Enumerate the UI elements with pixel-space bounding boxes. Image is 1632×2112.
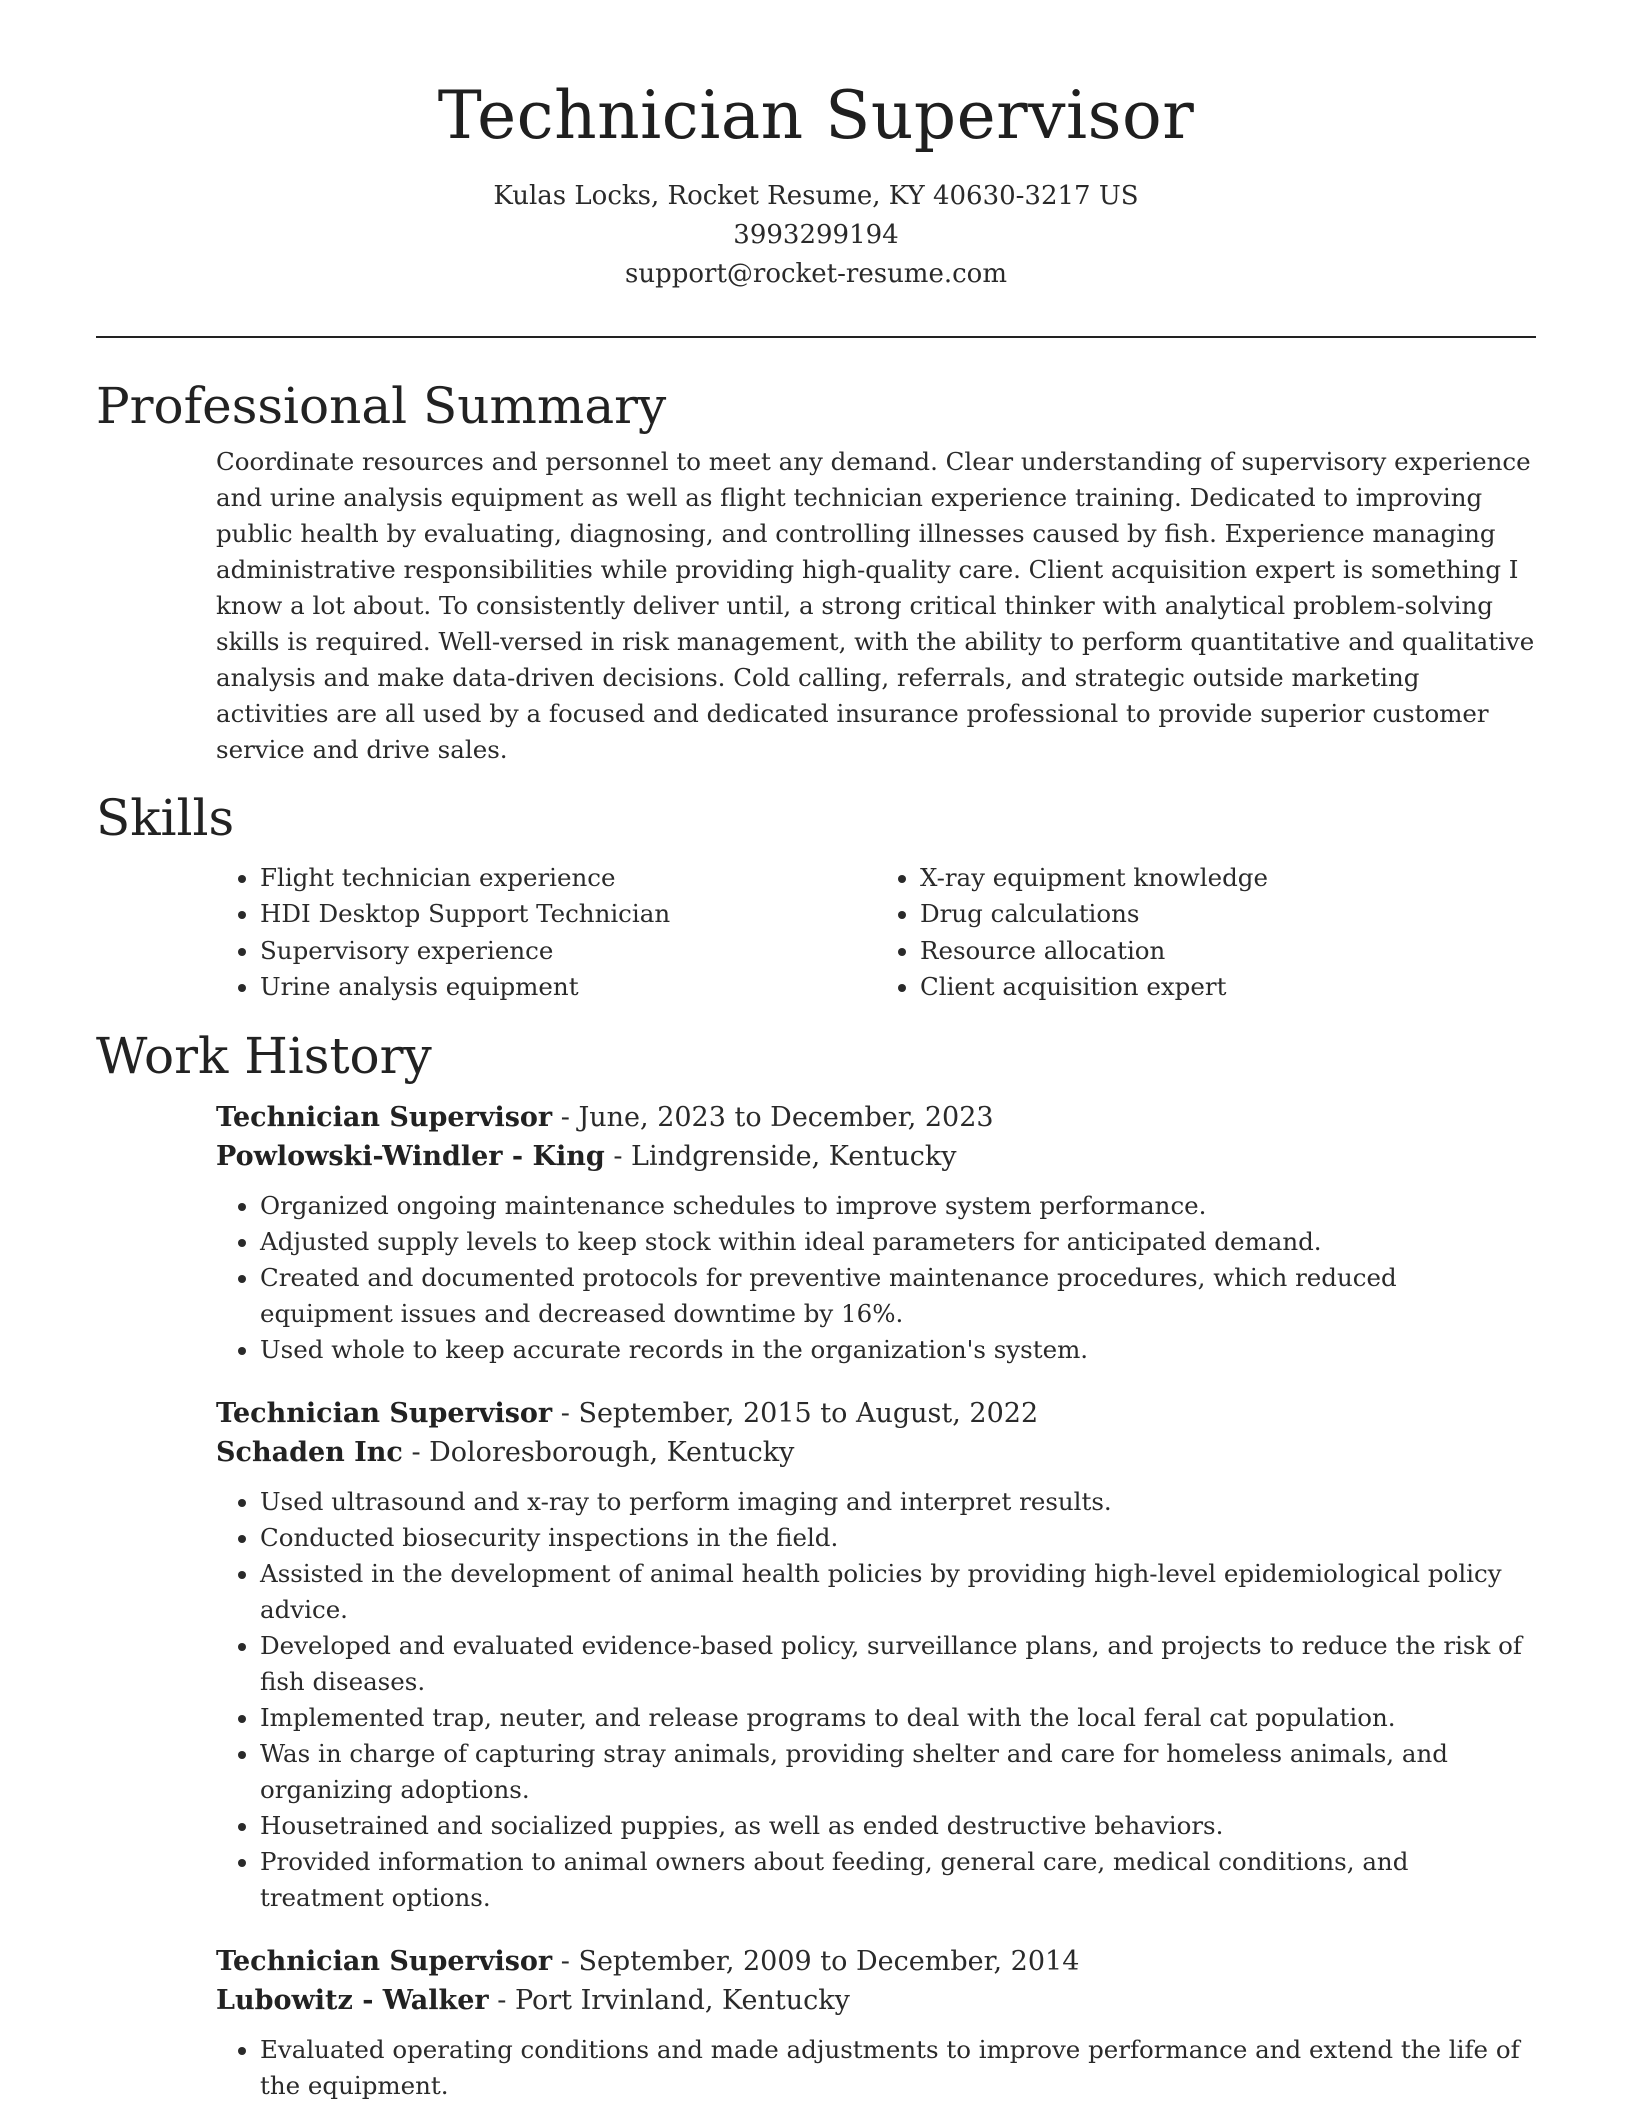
contact-block	[96, 177, 1536, 294]
job-dates: - June, 2023 to December, 2023	[552, 1101, 994, 1133]
skill-item: • Resource allocation	[920, 933, 1536, 970]
job-employer-line	[216, 1981, 1536, 2020]
job-bullet: • Implemented trap, neuter, and release programs to deal with the local feral cat population.	[260, 1700, 1536, 1736]
job-bullet: • Evaluated operating conditions and made adjustments to improve performance and extend the life of the equipment.	[260, 2032, 1536, 2104]
job-employer-line	[216, 1137, 1536, 1176]
skills-heading: Skills	[96, 788, 235, 847]
job-location: - Lindgrenside, Kentucky	[604, 1140, 957, 1172]
job-bullet: • Housetrained and socialized puppies, as well as ended destructive behaviors.	[260, 1808, 1536, 1844]
job-bullet: • Organized ongoing maintenance schedules to improve system performance.	[260, 1188, 1536, 1224]
job-bullet: • Was in charge of capturing stray animals, providing shelter and care for homeless animals, and organizing adoptions.	[260, 1736, 1536, 1808]
summary-text: Coordinate resources and personnel to meet any demand. Clear understanding of supervisory experience and urine analysis equipment as well as flight technician experience training. Dedicated to improving public health by evaluating, diagnosing, and controlling illnesses caused by fish. Experience managing administrative responsibilities while providing high-quality care. Client acquisition expert is something I know a lot about. To consistently deliver until, a strong critical thinker with analytical problem-solving skills is required. Well-versed in risk management, with the ability to perform quantitative and qualitative analysis and make data-driven decisions. Cold calling, referrals, and strategic outside marketing activities are all used by a focused and dedicated insurance professional to provide superior customer service and drive sales.	[216, 446, 1535, 764]
job-entry	[216, 1098, 1536, 1368]
job-title-line	[216, 1394, 1536, 1433]
job-bullet: • Used ultrasound and x-ray to perform imaging and interpret results.	[260, 1484, 1536, 1520]
job-dates: - September, 2015 to August, 2022	[552, 1397, 1039, 1429]
job-employer-line	[216, 1433, 1536, 1472]
job-company: Schaden Inc	[216, 1436, 403, 1468]
skill-item: • Urine analysis equipment	[260, 969, 876, 1006]
summary-heading: Professional Summary	[96, 376, 667, 435]
job-bullets	[216, 1188, 1536, 1368]
skills-section	[96, 788, 1536, 1006]
job-bullets	[216, 2032, 1536, 2104]
resume-name: Technician Supervisor	[437, 77, 1195, 154]
skills-column-left	[216, 860, 876, 1006]
job-bullets	[216, 1484, 1536, 1916]
skills-column-right	[876, 860, 1536, 1006]
skill-item: • Drug calculations	[920, 896, 1536, 933]
job-dates: - September, 2009 to December, 2014	[552, 1945, 1080, 1977]
job-title: Technician Supervisor	[216, 1101, 553, 1133]
resume-page	[96, 77, 1536, 2104]
job-bullet: • Created and documented protocols for preventive maintenance procedures, which reduced equipment issues and decreased downtime by 16%.	[260, 1260, 1536, 1332]
skill-item: • Flight technician experience	[260, 860, 876, 897]
contact-address: Kulas Locks, Rocket Resume, KY 40630-3217 US	[493, 180, 1139, 211]
header-divider	[96, 336, 1536, 338]
job-bullet: • Conducted biosecurity inspections in the field.	[260, 1520, 1536, 1556]
job-title-line	[216, 1942, 1536, 1981]
job-entry	[216, 1942, 1536, 2104]
job-bullet: • Developed and evaluated evidence-based policy, surveillance plans, and projects to reduce the risk of fish diseases.	[260, 1628, 1536, 1700]
summary-section	[96, 376, 1536, 768]
job-company: Lubowitz - Walker	[216, 1984, 489, 2016]
skill-item: • Supervisory experience	[260, 933, 876, 970]
skill-item: • X-ray equipment knowledge	[920, 860, 1536, 897]
skills-list	[216, 860, 1536, 1006]
job-title: Technician Supervisor	[216, 1397, 553, 1429]
skill-item: • Client acquisition expert	[920, 969, 1536, 1006]
job-company: Powlowski-Windler - King	[216, 1140, 605, 1172]
job-location: - Doloresborough, Kentucky	[402, 1436, 795, 1468]
job-title-line	[216, 1098, 1536, 1137]
skill-item: • HDI Desktop Support Technician	[260, 896, 876, 933]
contact-email: support@rocket-resume.com	[624, 258, 1007, 289]
job-bullet: • Adjusted supply levels to keep stock within ideal parameters for anticipated demand.	[260, 1224, 1536, 1260]
work-history-section	[96, 1026, 1536, 2104]
job-bullet: • Used whole to keep accurate records in the organization's system.	[260, 1332, 1536, 1368]
job-entry	[216, 1394, 1536, 1916]
job-bullet: • Assisted in the development of animal health policies by providing high-level epidemiological policy advice.	[260, 1556, 1536, 1628]
job-location: - Port Irvinland, Kentucky	[488, 1984, 850, 2016]
work-history-heading: Work History	[96, 1026, 432, 1085]
contact-phone: 3993299194	[733, 219, 899, 250]
job-title: Technician Supervisor	[216, 1945, 553, 1977]
job-bullet: • Provided information to animal owners about feeding, general care, medical conditions, and treatment options.	[260, 1844, 1536, 1916]
